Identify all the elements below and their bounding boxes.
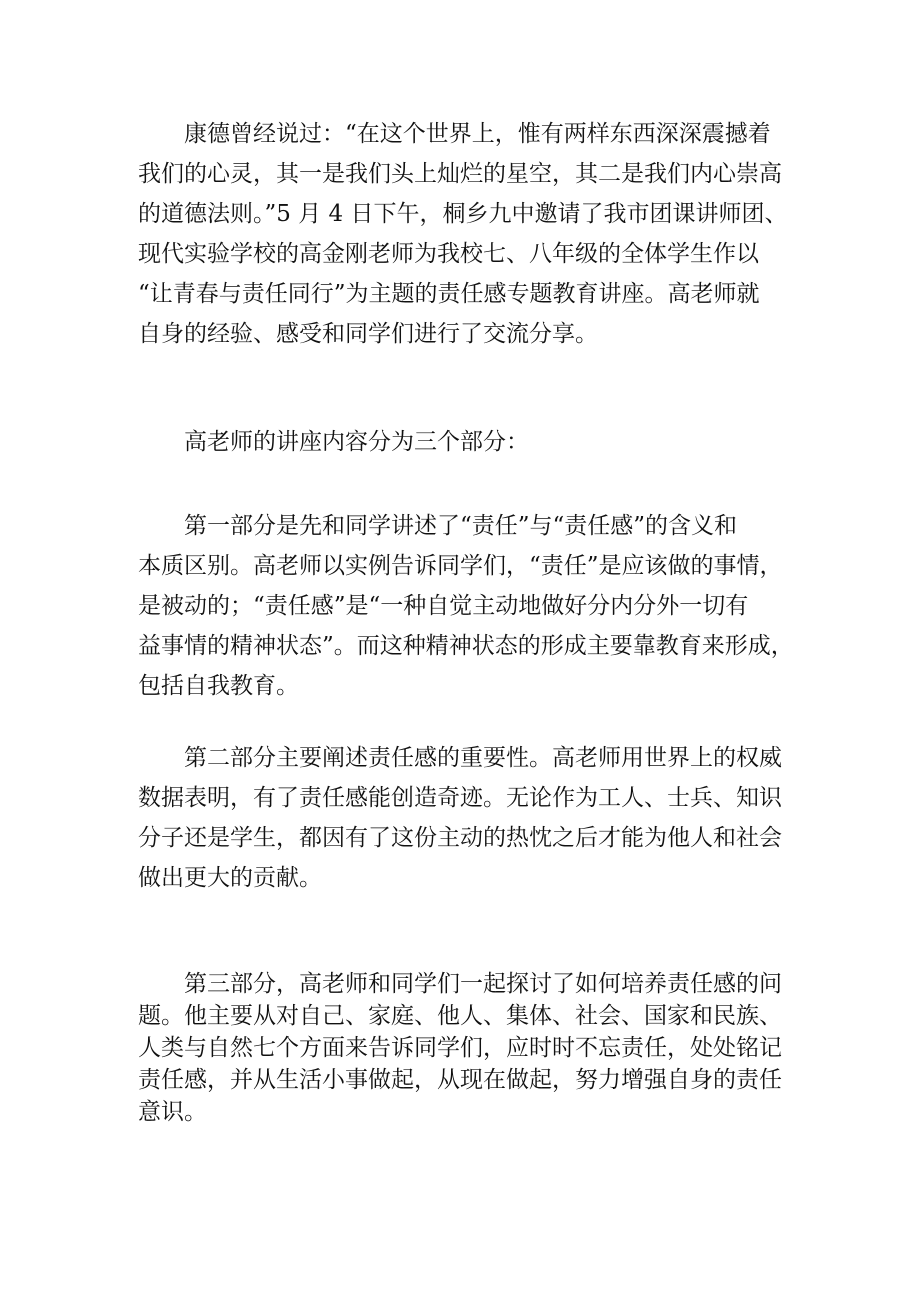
paragraph-line: 本质区别。高老师以实例告诉同学们，“责任”是应该做的事情，	[138, 553, 783, 579]
paragraph-line: 现代实验学校的高金刚老师为我校七、八年级的全体学生作以	[138, 241, 759, 267]
paragraph-line: 包括自我教育。	[138, 673, 299, 699]
paragraph-line: 责任感，并从生活小事做起，从现在做起，努力增强自身的责任	[138, 1067, 782, 1093]
paragraph-line: 人类与自然七个方面来告诉同学们，应时时不忘责任，处处铭记	[138, 1035, 782, 1061]
paragraph-line: 第二部分主要阐述责任感的重要性。高老师用世界上的权威	[184, 745, 782, 771]
paragraph-overview	[138, 422, 798, 462]
paragraph-line: 我们的心灵，其一是我们头上灿烂的星空，其二是我们内心崇高	[138, 161, 782, 187]
paragraph-line: 分子还是学生，都因有了这份主动的热忱之后才能为他人和社会	[138, 825, 782, 851]
paragraph-line: 的道德法则。”5 月 4 日下午，桐乡九中邀请了我市团课讲师团、	[138, 201, 788, 227]
paragraph-line: 数据表明，有了责任感能创造奇迹。无论作为工人、士兵、知识	[138, 785, 782, 811]
paragraph-line: 益事情的精神状态”。而这种精神状态的形成主要靠教育来形成，	[138, 633, 794, 659]
paragraph-line: 题。他主要从对自己、家庭、他人、集体、社会、国家和民族、	[138, 1003, 782, 1029]
paragraph-line: 第三部分，高老师和同学们一起探讨了如何培养责任感的问	[184, 971, 782, 997]
paragraph-line: 康德曾经说过：“在这个世界上，惟有两样东西深深震撼着	[184, 121, 771, 147]
paragraph-part-two	[138, 738, 798, 898]
paragraph-line: 是被动的；“责任感”是“一种自觉主动地做好分内分外一切有	[138, 593, 749, 619]
paragraph-line: 意识。	[138, 1099, 207, 1125]
paragraph-part-one	[138, 506, 798, 706]
paragraph-line: 第一部分是先和同学讲述了“责任”与“责任感”的含义和	[184, 513, 738, 539]
paragraph-line: 自身的经验、感受和同学们进行了交流分享。	[138, 321, 598, 347]
paragraph-part-three	[138, 968, 798, 1128]
paragraph-line: 做出更大的贡献。	[138, 865, 322, 891]
paragraph-line: “让青春与责任同行”为主题的责任感专题教育讲座。高老师就	[138, 281, 760, 307]
paragraph-line: 高老师的讲座内容分为三个部分：	[184, 429, 529, 455]
paragraph-intro	[138, 114, 798, 354]
